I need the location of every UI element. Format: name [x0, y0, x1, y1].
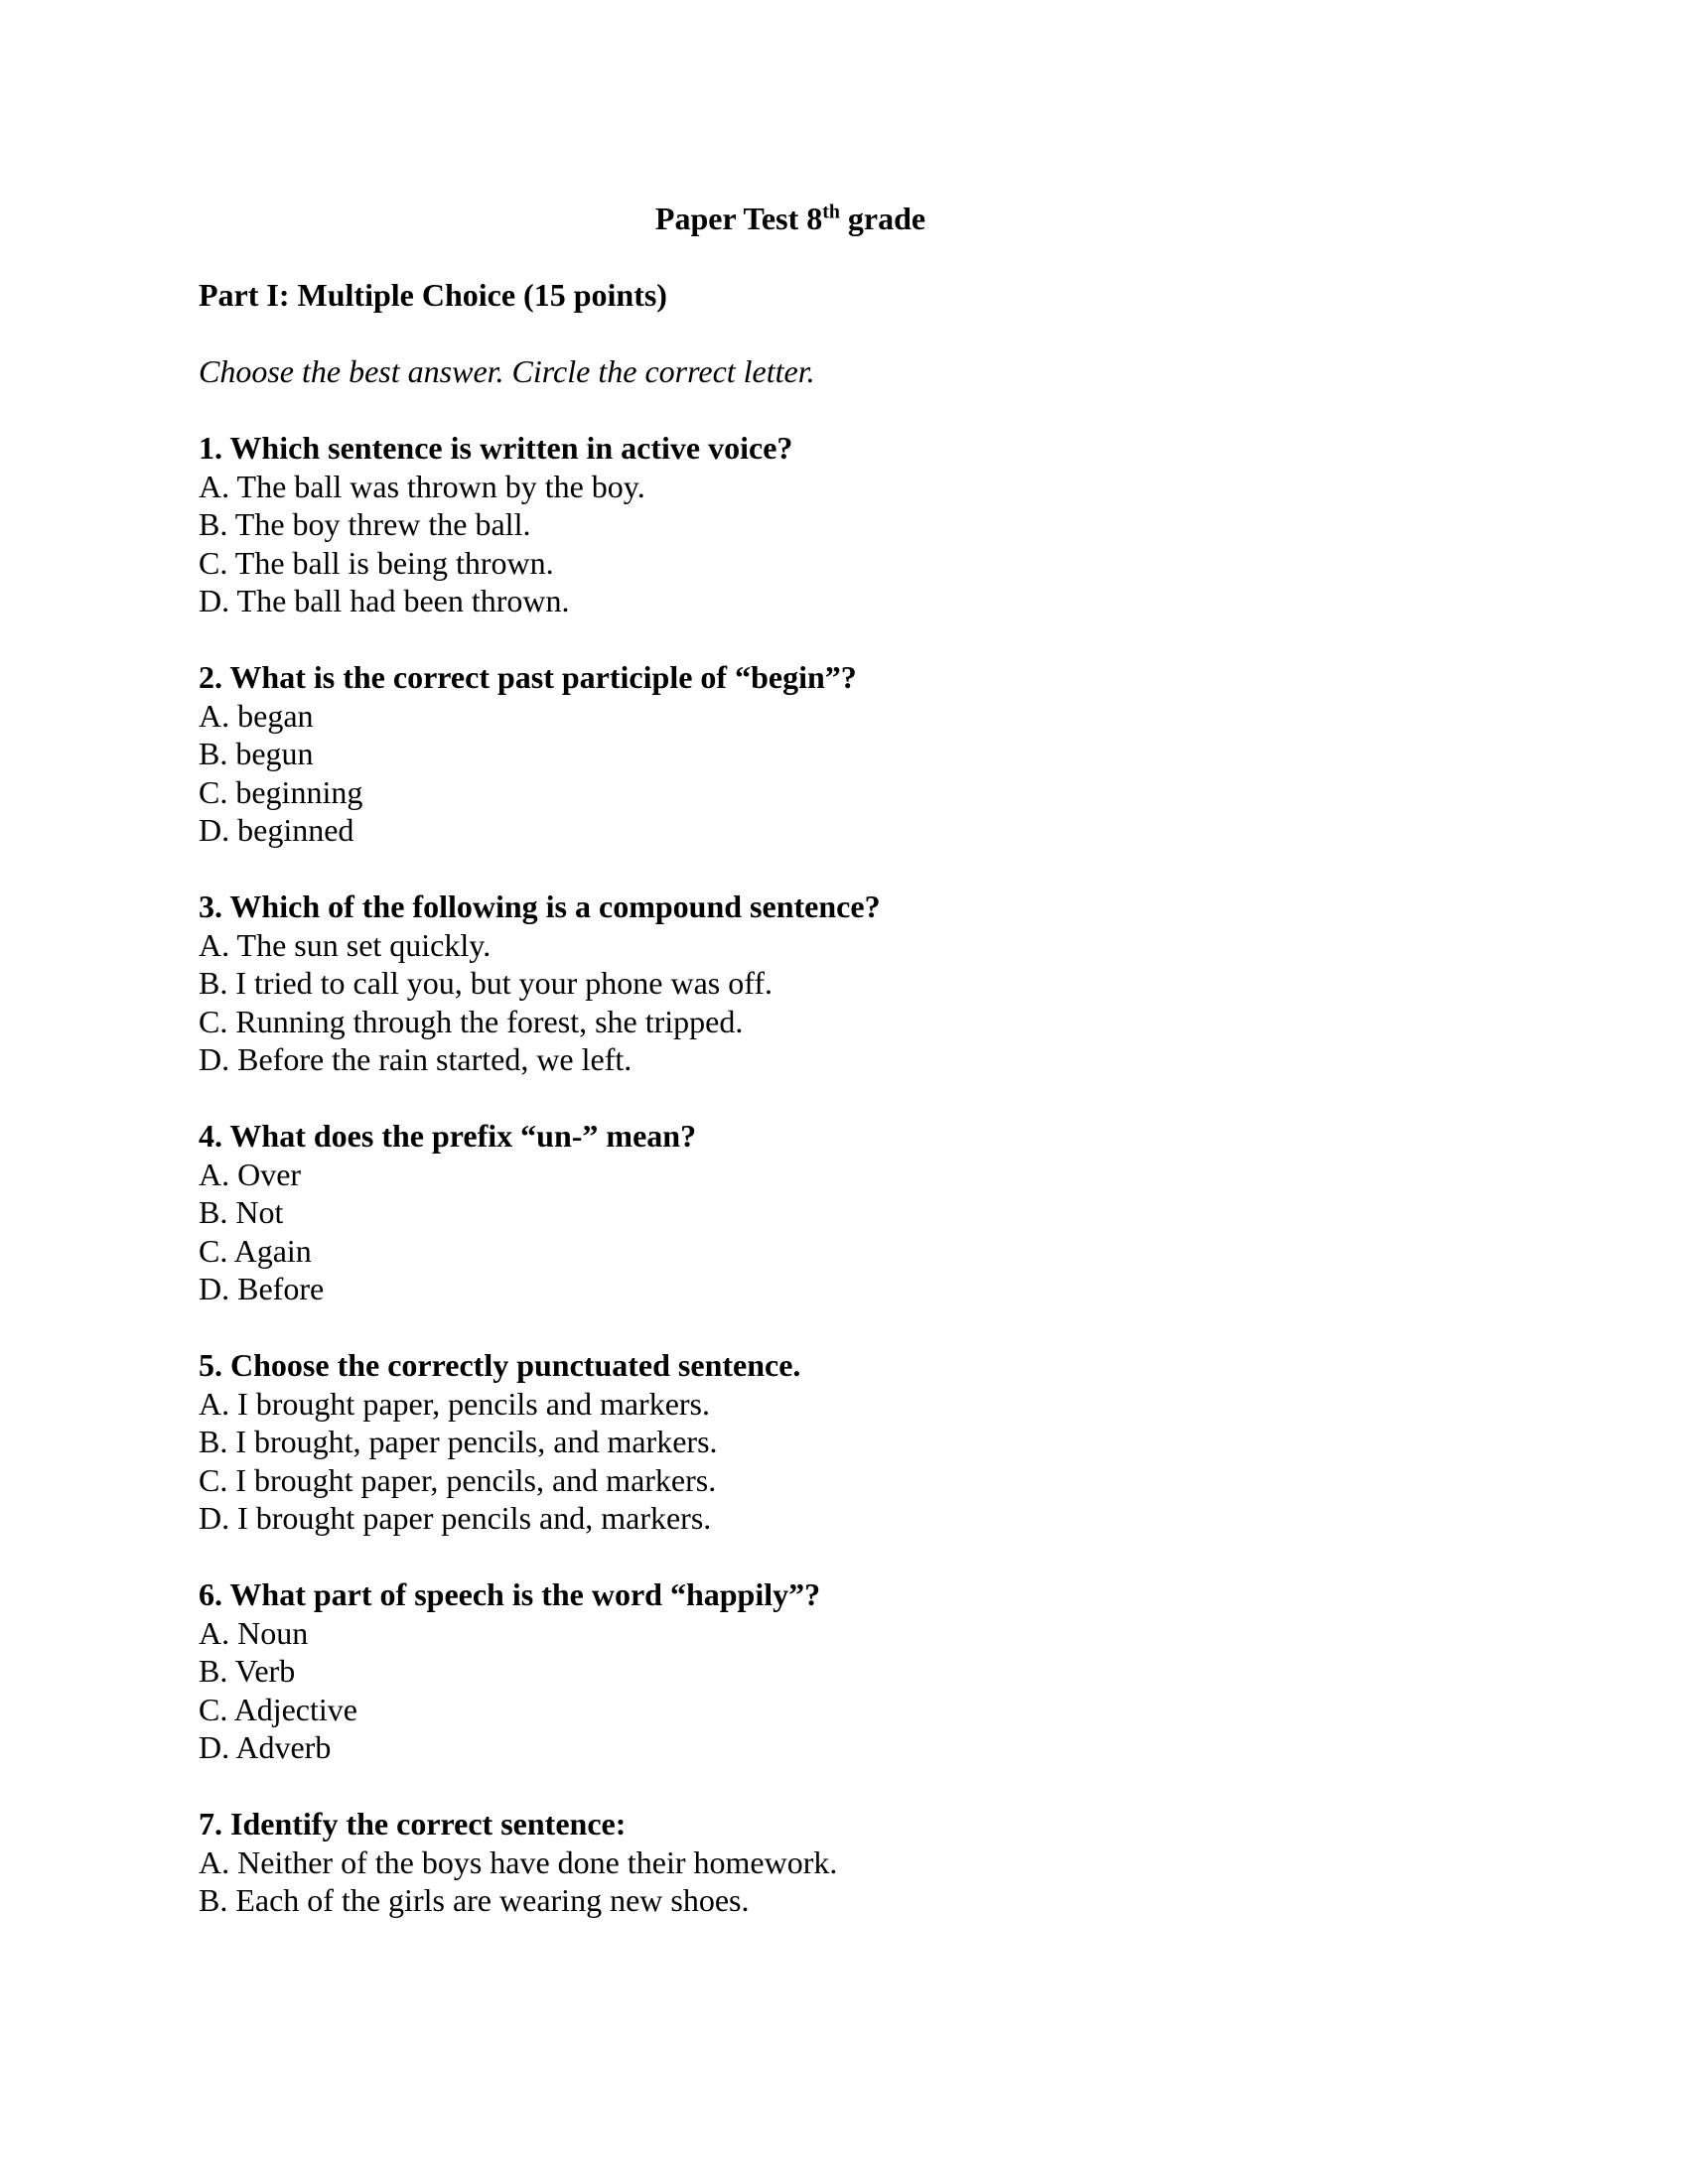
question-block-4: [199, 1117, 1382, 1308]
document-content: [199, 200, 1382, 1958]
question-block-6: [199, 1575, 1382, 1767]
question-option-d: D. The ball had been thrown.: [199, 583, 570, 618]
section-instructions: Choose the best answer. Circle the correct letter.: [199, 353, 815, 389]
question-prompt: 2. What is the correct past participle of “begin”?: [199, 659, 857, 695]
question-block-2: [199, 658, 1382, 850]
question-prompt: 4. What does the prefix “un-” mean?: [199, 1118, 697, 1154]
document-title: [199, 200, 1382, 238]
question-prompt: 6. What part of speech is the word “happily”?: [199, 1576, 821, 1612]
question-option-b: B. The boy threw the ball.: [199, 506, 531, 542]
question-option-b: B. Each of the girls are wearing new shoes.: [199, 1882, 750, 1918]
question-option-b: B. Not: [199, 1194, 284, 1230]
question-option-a: A. Neither of the boys have done their homework.: [199, 1843, 838, 1880]
question-block-5: [199, 1346, 1382, 1538]
question-option-d: D. Adverb: [199, 1729, 332, 1765]
document-title-prefix: Paper Test 8: [654, 201, 823, 236]
question-option-b: B. I tried to call you, but your phone was off.: [199, 965, 773, 1001]
question-block-7: [199, 1805, 1382, 1920]
question-option-d: D. beginned: [199, 812, 354, 848]
question-option-c: C. beginning: [199, 773, 363, 810]
question-option-b: B. begun: [199, 736, 314, 771]
question-option-a: A. I brought paper, pencils and markers.: [199, 1385, 710, 1422]
question-option-a: A. Over: [199, 1156, 302, 1192]
question-option-a: A. The sun set quickly.: [199, 926, 492, 963]
section-heading: Part I: Multiple Choice (15 points): [199, 277, 667, 313]
question-prompt: 5. Choose the correctly punctuated sentence.: [199, 1347, 801, 1383]
question-option-c: C. Again: [199, 1232, 312, 1269]
question-option-d: D. Before the rain started, we left.: [199, 1041, 633, 1077]
question-option-c: C. Adjective: [199, 1691, 357, 1727]
question-option-d: D. Before: [199, 1271, 325, 1306]
question-option-a: A. began: [199, 697, 314, 734]
question-option-d: D. I brought paper pencils and, markers.: [199, 1500, 712, 1536]
question-option-b: B. I brought, paper pencils, and markers.: [199, 1424, 718, 1459]
question-prompt: 1. Which sentence is written in active voice?: [199, 430, 793, 466]
question-option-c: C. The ball is being thrown.: [199, 544, 554, 581]
question-prompt: 7. Identify the correct sentence:: [199, 1806, 627, 1842]
question-option-b: B. Verb: [199, 1653, 296, 1689]
question-block-3: [199, 887, 1382, 1079]
question-block-1: [199, 429, 1382, 620]
question-option-a: A. The ball was thrown by the boy.: [199, 468, 645, 504]
question-prompt: 3. Which of the following is a compound sentence?: [199, 888, 881, 924]
question-option-c: C. I brought paper, pencils, and markers.: [199, 1461, 717, 1498]
question-option-a: A. Noun: [199, 1614, 309, 1651]
document-title-ordinal-superscript: th: [822, 201, 840, 223]
question-option-c: C. Running through the forest, she tripped.: [199, 1003, 744, 1039]
document-title-suffix: grade: [839, 201, 926, 236]
